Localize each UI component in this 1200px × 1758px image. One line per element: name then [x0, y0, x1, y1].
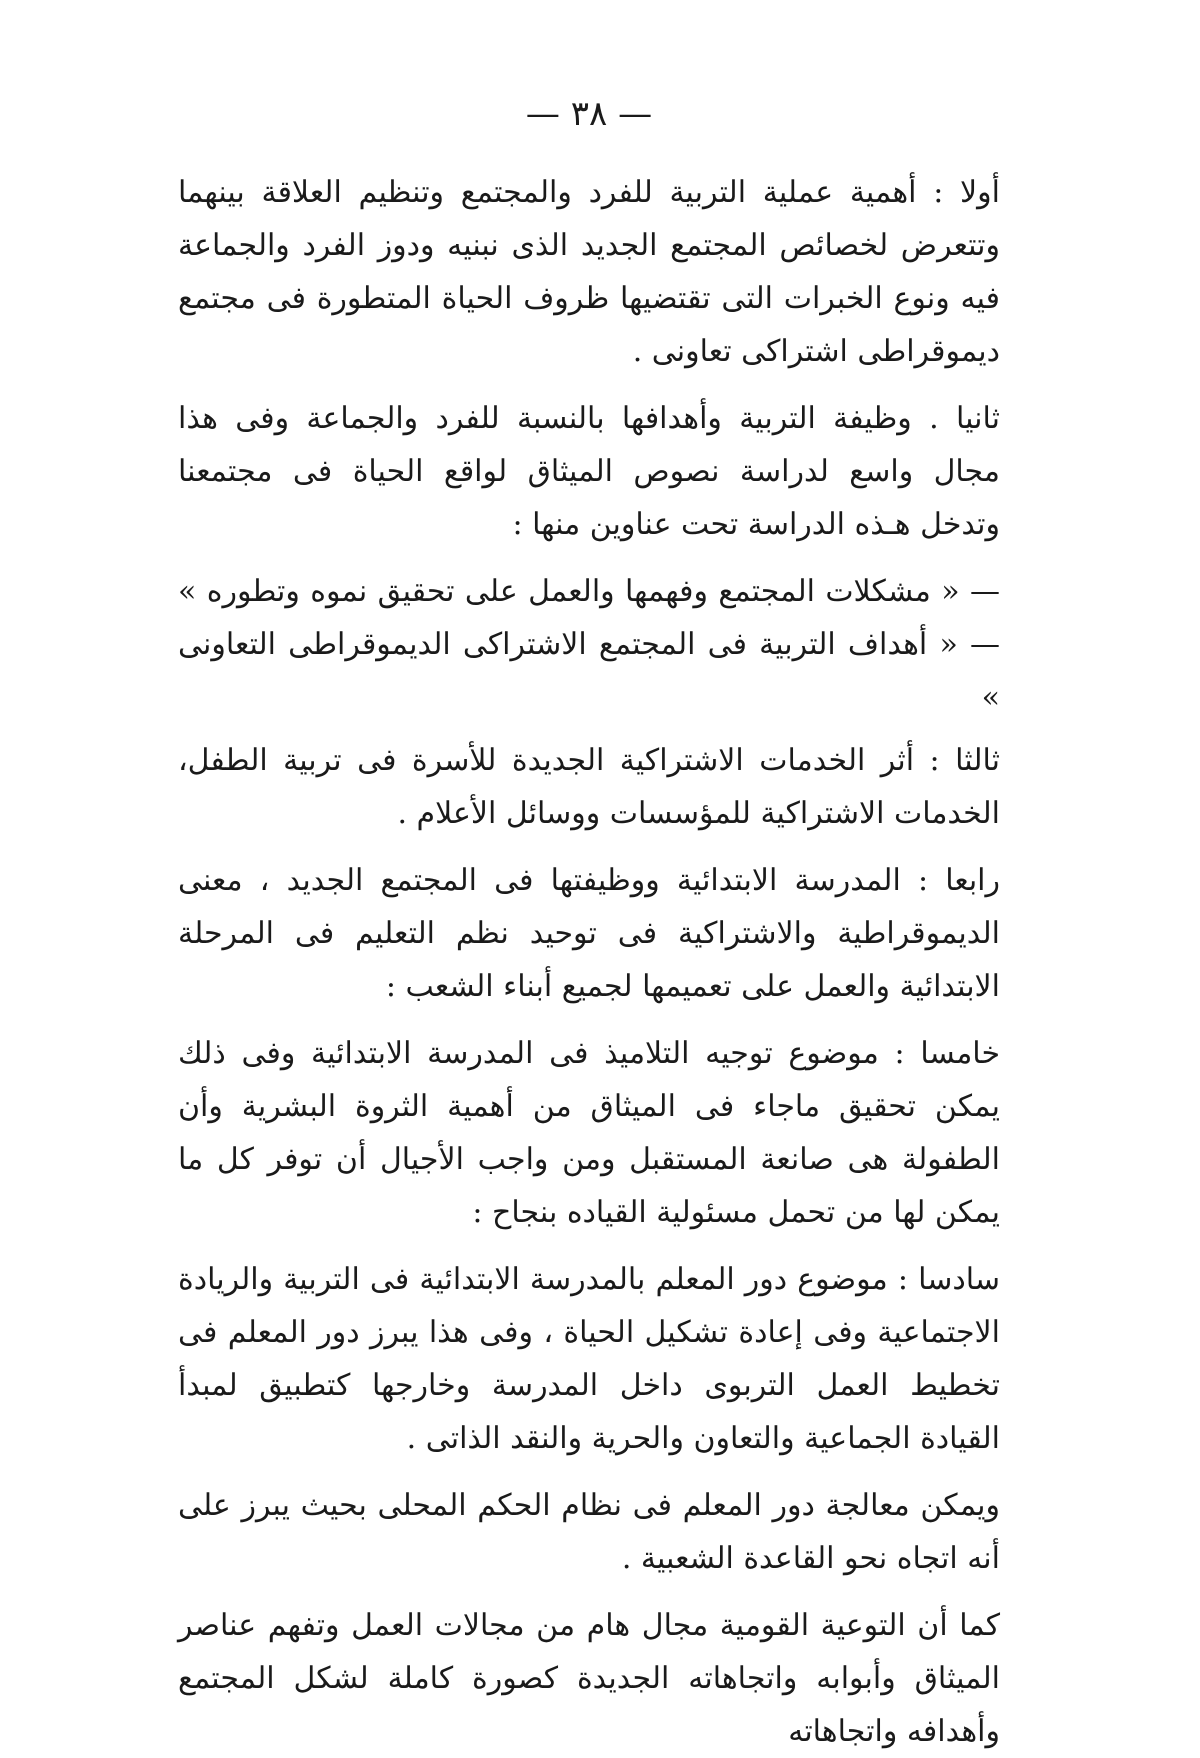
paragraph-second: ثانيا . وظيفة التربية وأهدافها بالنسبة للفرد والجماعة وفى هذا مجال واسع لدراسة نصوص الميثاق لواقع الحياة فى مجتمعنا وتدخل هـذه الدراسة تحت عناوين منها :: [178, 401, 1000, 542]
paragraph-headings: — « مشكلات المجتمع وفهمها والعمل على تحقيق نموه وتطوره » — « أهداف التربية فى المجتمع الاشتراكى الديموقراطى التعاونى »: [178, 574, 1000, 715]
paragraph-third: ثالثا : أثر الخدمات الاشتراكية الجديدة للأسرة فى تربية الطفل، الخدمات الاشتراكية للمؤسسات ووسائل الأعلام .: [178, 743, 1000, 831]
paragraph-first: أولا : أهمية عملية التربية للفرد والمجتمع وتنظيم العلاقة بينهما وتتعرض لخصائص المجتمع الجديد الذى نبنيه ودوز الفرد والجماعة فيه ونوع الخبرات التى تقتضيها ظروف الحياة المتطورة فى مجتمع ديموقراطى اشتراكى تعاونى .: [178, 175, 1000, 369]
paragraph-sixth: سادسا : موضوع دور المعلم بالمدرسة الابتدائية فى التربية والريادة الاجتماعية وفى إعادة تشكيل الحياة ، وفى هذا يبرز دور المعلم فى تخطيط العمل التربوى داخل المدرسة وخارجها كتطبيق لمبدأ القيادة الجماعية والتعاون والحرية والنقد الذاتى .: [178, 1262, 1000, 1456]
paragraph-fourth: رابعا : المدرسة الابتدائية ووظيفتها فى المجتمع الجديد ، معنى الديموقراطية والاشتراكية فى توحيد نظم التعليم فى المرحلة الابتدائية والعمل على تعميمها لجميع أبناء الشعب :: [178, 863, 1000, 1004]
page-number: — ٣٨ —: [525, 94, 653, 134]
paragraph-fifth: خامسا : موضوع توجيه التلاميذ فى المدرسة الابتدائية وفى ذلك يمكن تحقيق ماجاء فى الميثاق من أهمية الثروة البشرية وأن الطفولة هى صانعة المستقبل ومن واجب الأجيال أن توفر كل ما يمكن لها من تحمل مسئولية القياده بنجاح :: [178, 1036, 1000, 1230]
paragraph-national-awareness: كما أن التوعية القومية مجال هام من مجالات العمل وتفهم عناصر الميثاق وأبوابه واتجاهاته الجديدة كصورة كاملة لشكل المجتمع وأهدافه واتجاهاته: [178, 1608, 1000, 1749]
paragraph-local-government: ويمكن معالجة دور المعلم فى نظام الحكم المحلى بحيث يبرز على أنه اتجاه نحو القاعدة الشعبية .: [178, 1488, 1000, 1576]
